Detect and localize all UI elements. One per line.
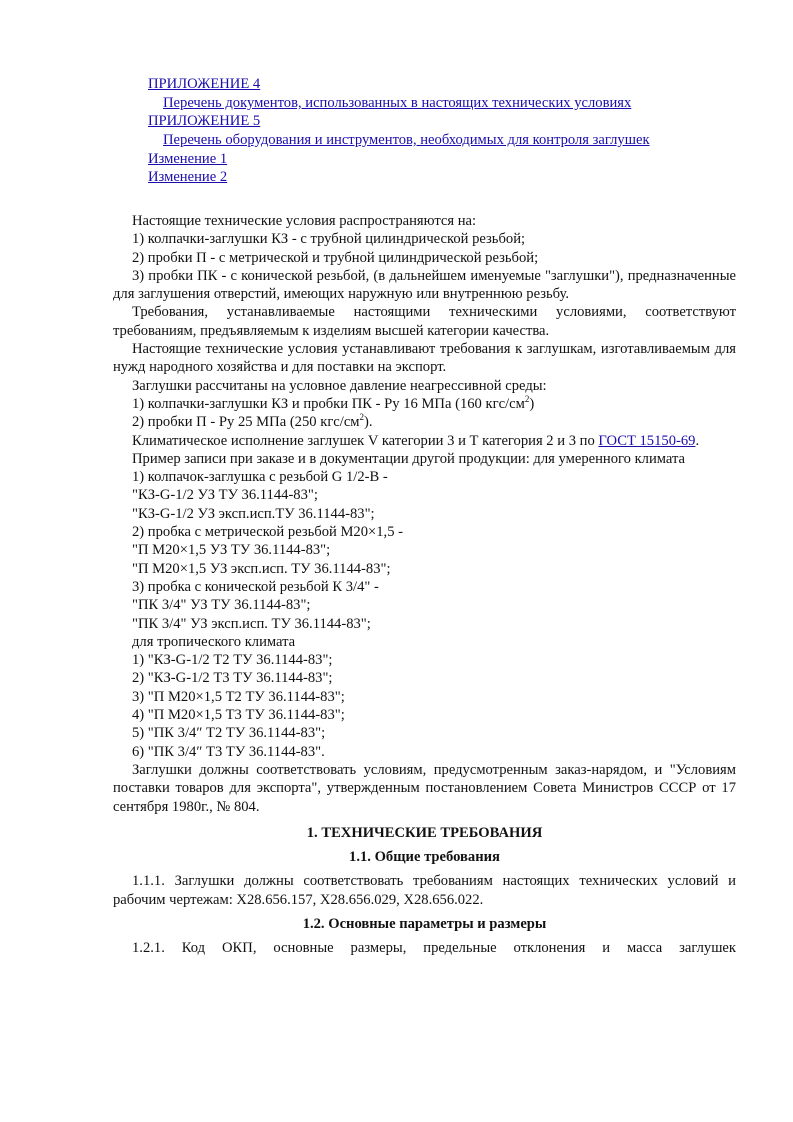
paragraph-climate: Климатическое исполнение заглушек V категории 3 и Т категория 2 и 3 по ГОСТ 15150-69. bbox=[132, 432, 700, 449]
table-of-contents bbox=[148, 75, 748, 187]
example-line: 1) колпачок-заглушка с резьбой G 1/2-В - bbox=[132, 469, 388, 486]
examples-list bbox=[113, 468, 736, 761]
toc-link-documents-list[interactable]: Перечень документов, использованных в настоящих технических условиях bbox=[163, 94, 632, 111]
section-1-1-title: 1.1. Общие требования bbox=[349, 849, 500, 866]
example-line: "ПК 3/4" УЗ ТУ 36.1144-83"; bbox=[132, 597, 311, 614]
example-line: 3) "П М20×1,5 Т2 ТУ 36.1144-83"; bbox=[132, 688, 345, 705]
example-line: "П М20×1,5 УЗ ТУ 36.1144-83"; bbox=[132, 542, 331, 559]
example-line: "П М20×1,5 УЗ эксп.исп. ТУ 36.1144-83"; bbox=[132, 560, 391, 577]
paragraph-item-1: 1) колпачки-заглушки КЗ - с трубной цилиндрической резьбой; bbox=[132, 231, 526, 248]
paragraph-requirements: Требования, устанавливаемые настоящими техническими условиями, соответствуют требованиям, предъявляемым к изделиям высшей категории качества. bbox=[113, 304, 736, 339]
example-line: "ПК 3/4" УЗ эксп.исп. ТУ 36.1144-83"; bbox=[132, 615, 371, 632]
paragraph-1-2-1: 1.2.1. Код ОКП, основные размеры, предельные отклонения и масса заглушек bbox=[132, 940, 736, 957]
example-line: для тропического климата bbox=[132, 633, 296, 650]
paragraph-pressure-intro: Заглушки рассчитаны на условное давление неагрессивной среды: bbox=[132, 377, 547, 394]
example-line: 4) "П М20×1,5 Т3 ТУ 36.1144-83"; bbox=[132, 707, 345, 724]
toc-link-appendix-5[interactable]: ПРИЛОЖЕНИЕ 5 bbox=[148, 113, 261, 130]
example-line: 5) "ПК 3/4″ Т2 ТУ 36.1144-83"; bbox=[132, 725, 326, 742]
section-1-title: 1. ТЕХНИЧЕСКИЕ ТРЕБОВАНИЯ bbox=[306, 824, 543, 841]
toc-link-change-2[interactable]: Изменение 2 bbox=[148, 169, 228, 186]
section-1-2-title: 1.2. Основные параметры и размеры bbox=[302, 915, 547, 932]
example-line: "КЗ-G-1/2 УЗ ТУ 36.1144-83"; bbox=[132, 487, 318, 504]
example-line: 1) "КЗ-G-1/2 Т2 ТУ 36.1144-83"; bbox=[132, 652, 333, 669]
paragraph-intro: Настоящие технические условия распространяются на: bbox=[132, 213, 477, 229]
paragraph-item-3: 3) пробки ПК - с конической резьбой, (в дальнейшем именуемые "заглушки"), предназначенные для заглушения отверстий, имеющих наружную или внутреннюю резьбу. bbox=[113, 267, 736, 303]
toc-link-change-1[interactable]: Изменение 1 bbox=[148, 150, 228, 167]
paragraph-pressure-1: 1) колпачки-заглушки КЗ и пробки ПК - Ру 16 МПа (160 кгс/$см^2$) bbox=[132, 394, 535, 412]
example-line: 2) пробка с метрической резьбой М20×1,5 - bbox=[132, 524, 403, 541]
toc-link-equipment-list[interactable]: Перечень оборудования и инструментов, необходимых для контроля заглушек bbox=[163, 132, 650, 149]
paragraph-example-intro: Пример записи при заказе и в документации другой продукции: для умеренного климата bbox=[132, 450, 686, 467]
toc-link-appendix-4[interactable]: ПРИЛОЖЕНИЕ 4 bbox=[148, 76, 261, 92]
document-body bbox=[113, 212, 736, 958]
paragraph-scope: Настоящие технические условия устанавливают требования к заглушкам, изготавливаемым для нужд народного хозяйства и для поставки на экспорт. bbox=[113, 341, 736, 376]
gost-link[interactable]: ГОСТ 15150-69 bbox=[598, 432, 696, 449]
example-line: 3) пробка с конической резьбой К 3/4" - bbox=[132, 578, 379, 595]
paragraph-1-1-1: 1.1.1. Заглушки должны соответствовать требованиям настоящих технических условий и рабочим чертежам: Х28.656.157, Х28.656.029, Х28.656.022. bbox=[113, 873, 736, 908]
paragraph-item-2: 2) пробки П - с метрической и трубной цилиндрической резьбой; bbox=[132, 249, 539, 266]
example-line: 6) "ПК 3/4″ Т3 ТУ 36.1144-83". bbox=[132, 743, 325, 760]
example-line: 2) "КЗ-G-1/2 Т3 ТУ 36.1144-83"; bbox=[132, 670, 333, 687]
example-line: "КЗ-G-1/2 УЗ эксп.исп.ТУ 36.1144-83"; bbox=[132, 505, 375, 522]
paragraph-conditions: Заглушки должны соответствовать условиям, предусмотренным заказ-нарядом, и "Условиям поставки товаров для экспорта", утвержденным постановлением Совета Министров СССР от 17 сентября 1980г., № 804. bbox=[113, 761, 736, 815]
paragraph-pressure-2: 2) пробки П - Ру 25 МПа (250 кгс/$см^2$). bbox=[132, 412, 373, 431]
